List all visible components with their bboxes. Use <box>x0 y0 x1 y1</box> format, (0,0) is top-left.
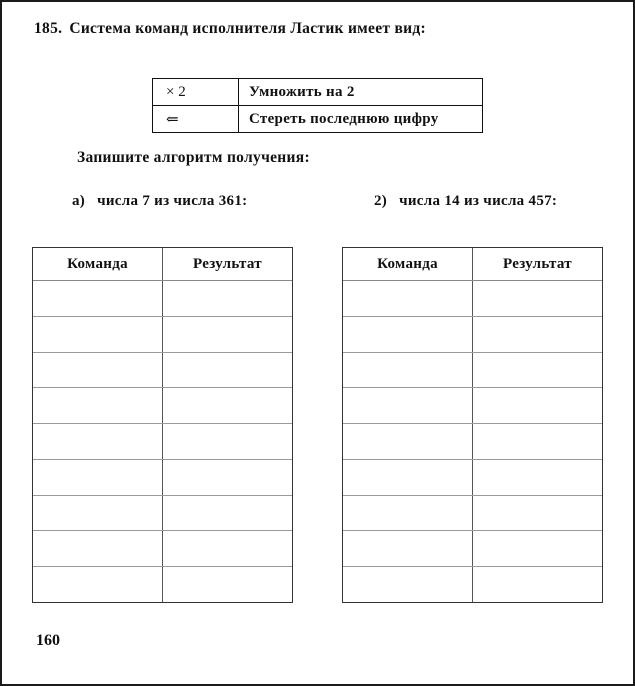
command-cell <box>343 388 473 423</box>
result-cell <box>163 353 292 388</box>
problem-text: Система команд исполнителя Ластик имеет вид: <box>69 20 426 37</box>
command-row <box>153 106 483 133</box>
table-row <box>343 317 602 353</box>
table-row <box>33 281 292 317</box>
result-cell <box>163 388 292 423</box>
command-cell <box>343 281 473 316</box>
command-cell <box>33 388 163 423</box>
table-row <box>343 460 602 496</box>
table-row <box>33 531 292 567</box>
table-row <box>343 567 602 602</box>
result-cell <box>473 567 602 602</box>
table-row <box>343 496 602 532</box>
command-cell <box>33 353 163 388</box>
table-row <box>33 567 292 602</box>
result-cell <box>163 281 292 316</box>
table-row <box>343 281 602 317</box>
command-cell <box>343 353 473 388</box>
table-row <box>33 424 292 460</box>
table-row <box>343 353 602 389</box>
command-cell <box>33 531 163 566</box>
answer-table-b <box>342 247 603 603</box>
task-a <box>72 193 247 210</box>
result-cell <box>473 531 602 566</box>
result-cell <box>163 531 292 566</box>
result-cell <box>473 460 602 495</box>
column-header-command: Команда <box>343 248 473 280</box>
command-description: Стереть последнюю цифру <box>239 106 483 133</box>
command-symbol: ⇐ <box>153 106 239 133</box>
command-cell <box>33 460 163 495</box>
table-row <box>343 388 602 424</box>
column-header-result: Результат <box>503 255 572 272</box>
command-cell <box>33 567 163 602</box>
problem-number: 185. <box>34 20 63 37</box>
answer-table-a <box>32 247 293 603</box>
table-row <box>33 496 292 532</box>
task-b <box>374 193 557 210</box>
command-description: Умножить на 2 <box>239 79 483 106</box>
result-cell <box>473 388 602 423</box>
result-cell <box>473 281 602 316</box>
table-row <box>343 531 602 567</box>
answer-table-header-row <box>33 248 292 281</box>
command-cell <box>33 496 163 531</box>
instruction-text: Запишите алгоритм получения: <box>77 149 310 166</box>
result-cell <box>473 424 602 459</box>
answer-table-header-row <box>343 248 602 281</box>
result-cell <box>163 460 292 495</box>
command-row <box>153 79 483 106</box>
result-cell <box>163 496 292 531</box>
task-b-text: числа 14 из числа 457: <box>399 193 558 209</box>
table-row <box>33 460 292 496</box>
task-b-label: 2) <box>374 193 388 209</box>
task-a-label: а) <box>72 193 86 209</box>
command-cell <box>33 317 163 352</box>
command-cell <box>33 424 163 459</box>
problem-title <box>34 20 426 38</box>
result-cell <box>163 424 292 459</box>
result-cell <box>473 317 602 352</box>
command-system-table <box>152 78 483 133</box>
result-cell <box>473 496 602 531</box>
result-cell <box>163 567 292 602</box>
column-header-result: Результат <box>193 255 262 272</box>
command-symbol: × 2 <box>153 79 239 106</box>
command-cell <box>343 460 473 495</box>
command-cell <box>343 496 473 531</box>
task-a-text: числа 7 из числа 361: <box>97 193 248 209</box>
table-row <box>33 317 292 353</box>
table-row <box>33 353 292 389</box>
column-header-command: Команда <box>33 248 163 280</box>
table-row <box>33 388 292 424</box>
result-cell <box>163 317 292 352</box>
command-cell <box>343 424 473 459</box>
command-cell <box>343 317 473 352</box>
command-cell <box>33 281 163 316</box>
result-cell <box>473 353 602 388</box>
command-cell <box>343 567 473 602</box>
page-number: 160 <box>36 632 60 649</box>
table-row <box>343 424 602 460</box>
command-cell <box>343 531 473 566</box>
